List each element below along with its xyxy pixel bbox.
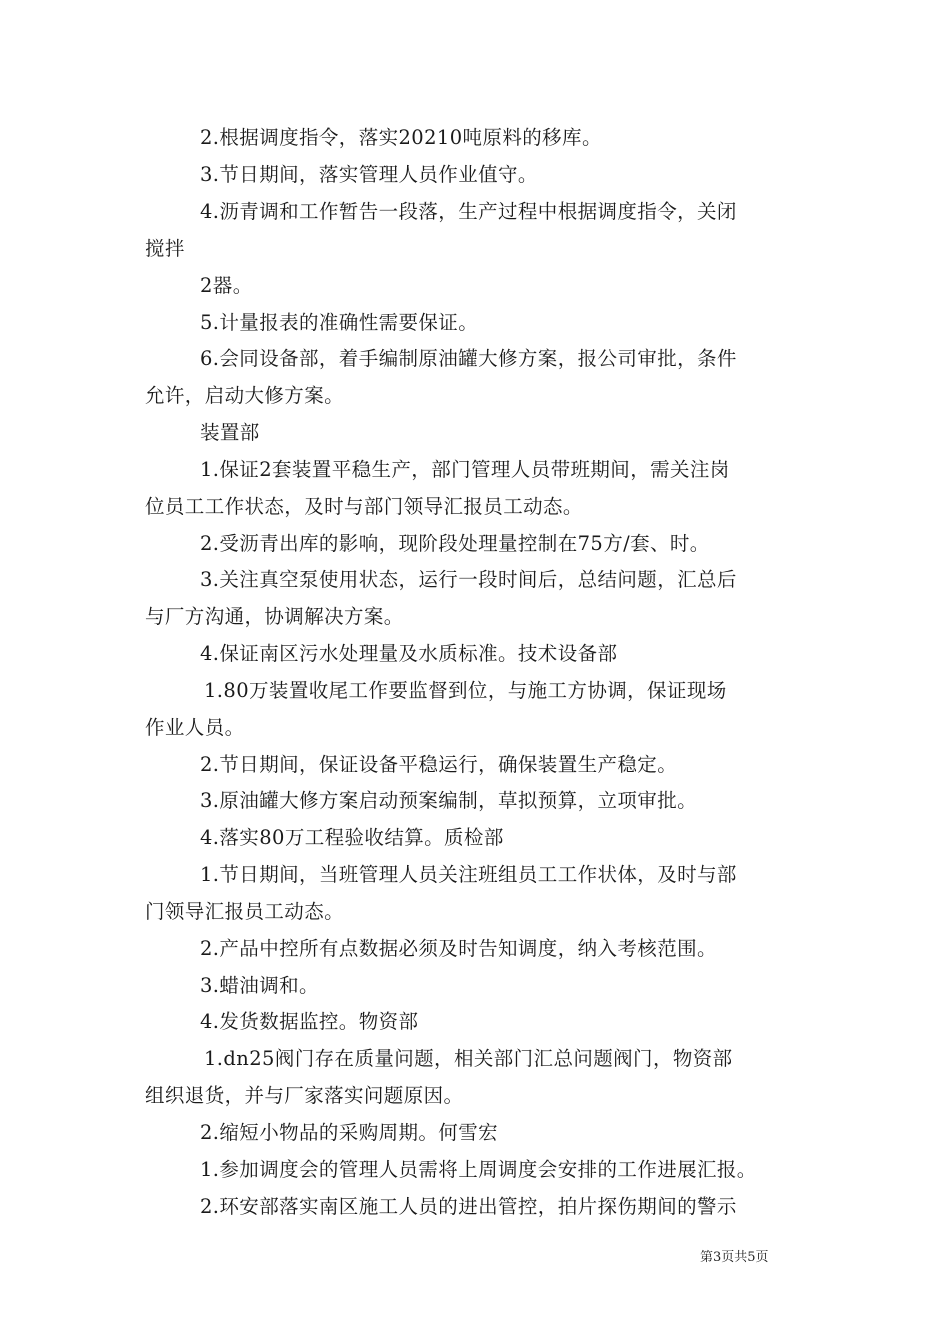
text-line: 2.缩短小物品的采购周期。何雪宏	[200, 1121, 499, 1144]
text-line: 4.落实80万工程验收结算。质检部	[200, 826, 504, 849]
text-line: 搅拌	[145, 237, 185, 260]
text-line: 1.dn25阀门存在质量问题，相关部门汇总问题阀门，物资部	[204, 1047, 733, 1070]
text-line: 2.受沥青出库的影响，现阶段处理量控制在75方/套、时。	[200, 532, 710, 555]
text-line: 门领导汇报员工动态。	[145, 900, 345, 923]
text-line: 1.参加调度会的管理人员需将上周调度会安排的工作进展汇报。	[200, 1158, 757, 1181]
text-line: 2.根据调度指令，落实20210吨原料的移库。	[200, 126, 602, 149]
text-line: 2.环安部落实南区施工人员的进出管控，拍片探伤期间的警示	[200, 1195, 737, 1218]
text-line: 3.蜡油调和。	[200, 974, 319, 997]
text-line: 作业人员。	[145, 716, 245, 739]
text-line: 3.节日期间，落实管理人员作业值守。	[200, 163, 538, 186]
text-line: 组织退货，并与厂家落实问题原因。	[145, 1084, 464, 1107]
page-number: 第3页共5页	[700, 1250, 769, 1265]
text-line: 3.原油罐大修方案启动预案编制，草拟预算，立项审批。	[200, 789, 698, 812]
text-line: 2.产品中控所有点数据必须及时告知调度，纳入考核范围。	[200, 937, 717, 960]
text-line: 允许，启动大修方案。	[145, 384, 345, 407]
text-line: 4.保证南区污水处理量及水质标准。技术设备部	[200, 642, 618, 665]
section-heading: 装置部	[200, 421, 260, 444]
text-line: 4.发货数据监控。物资部	[200, 1010, 419, 1033]
text-line: 1.节日期间，当班管理人员关注班组员工工作状体，及时与部	[200, 863, 737, 886]
text-line: 5.计量报表的准确性需要保证。	[200, 311, 479, 334]
text-line: 3.关注真空泵使用状态，运行一段时间后，总结问题，汇总后	[200, 568, 737, 591]
text-line: 2.节日期间，保证设备平稳运行，确保装置生产稳定。	[200, 753, 678, 776]
text-line: 6.会同设备部，着手编制原油罐大修方案，报公司审批，条件	[200, 347, 737, 370]
text-line: 位员工工作状态，及时与部门领导汇报员工动态。	[145, 495, 583, 518]
text-line: 与厂方沟通，协调解决方案。	[145, 605, 404, 628]
text-line: 1.保证2套装置平稳生产，部门管理人员带班期间，需关注岗	[200, 458, 730, 481]
text-line: 1.80万装置收尾工作要监督到位，与施工方协调，保证现场	[204, 679, 727, 702]
text-line: 4.沥青调和工作暂告一段落，生产过程中根据调度指令，关闭	[200, 200, 737, 223]
text-line: 2器。	[200, 274, 253, 297]
